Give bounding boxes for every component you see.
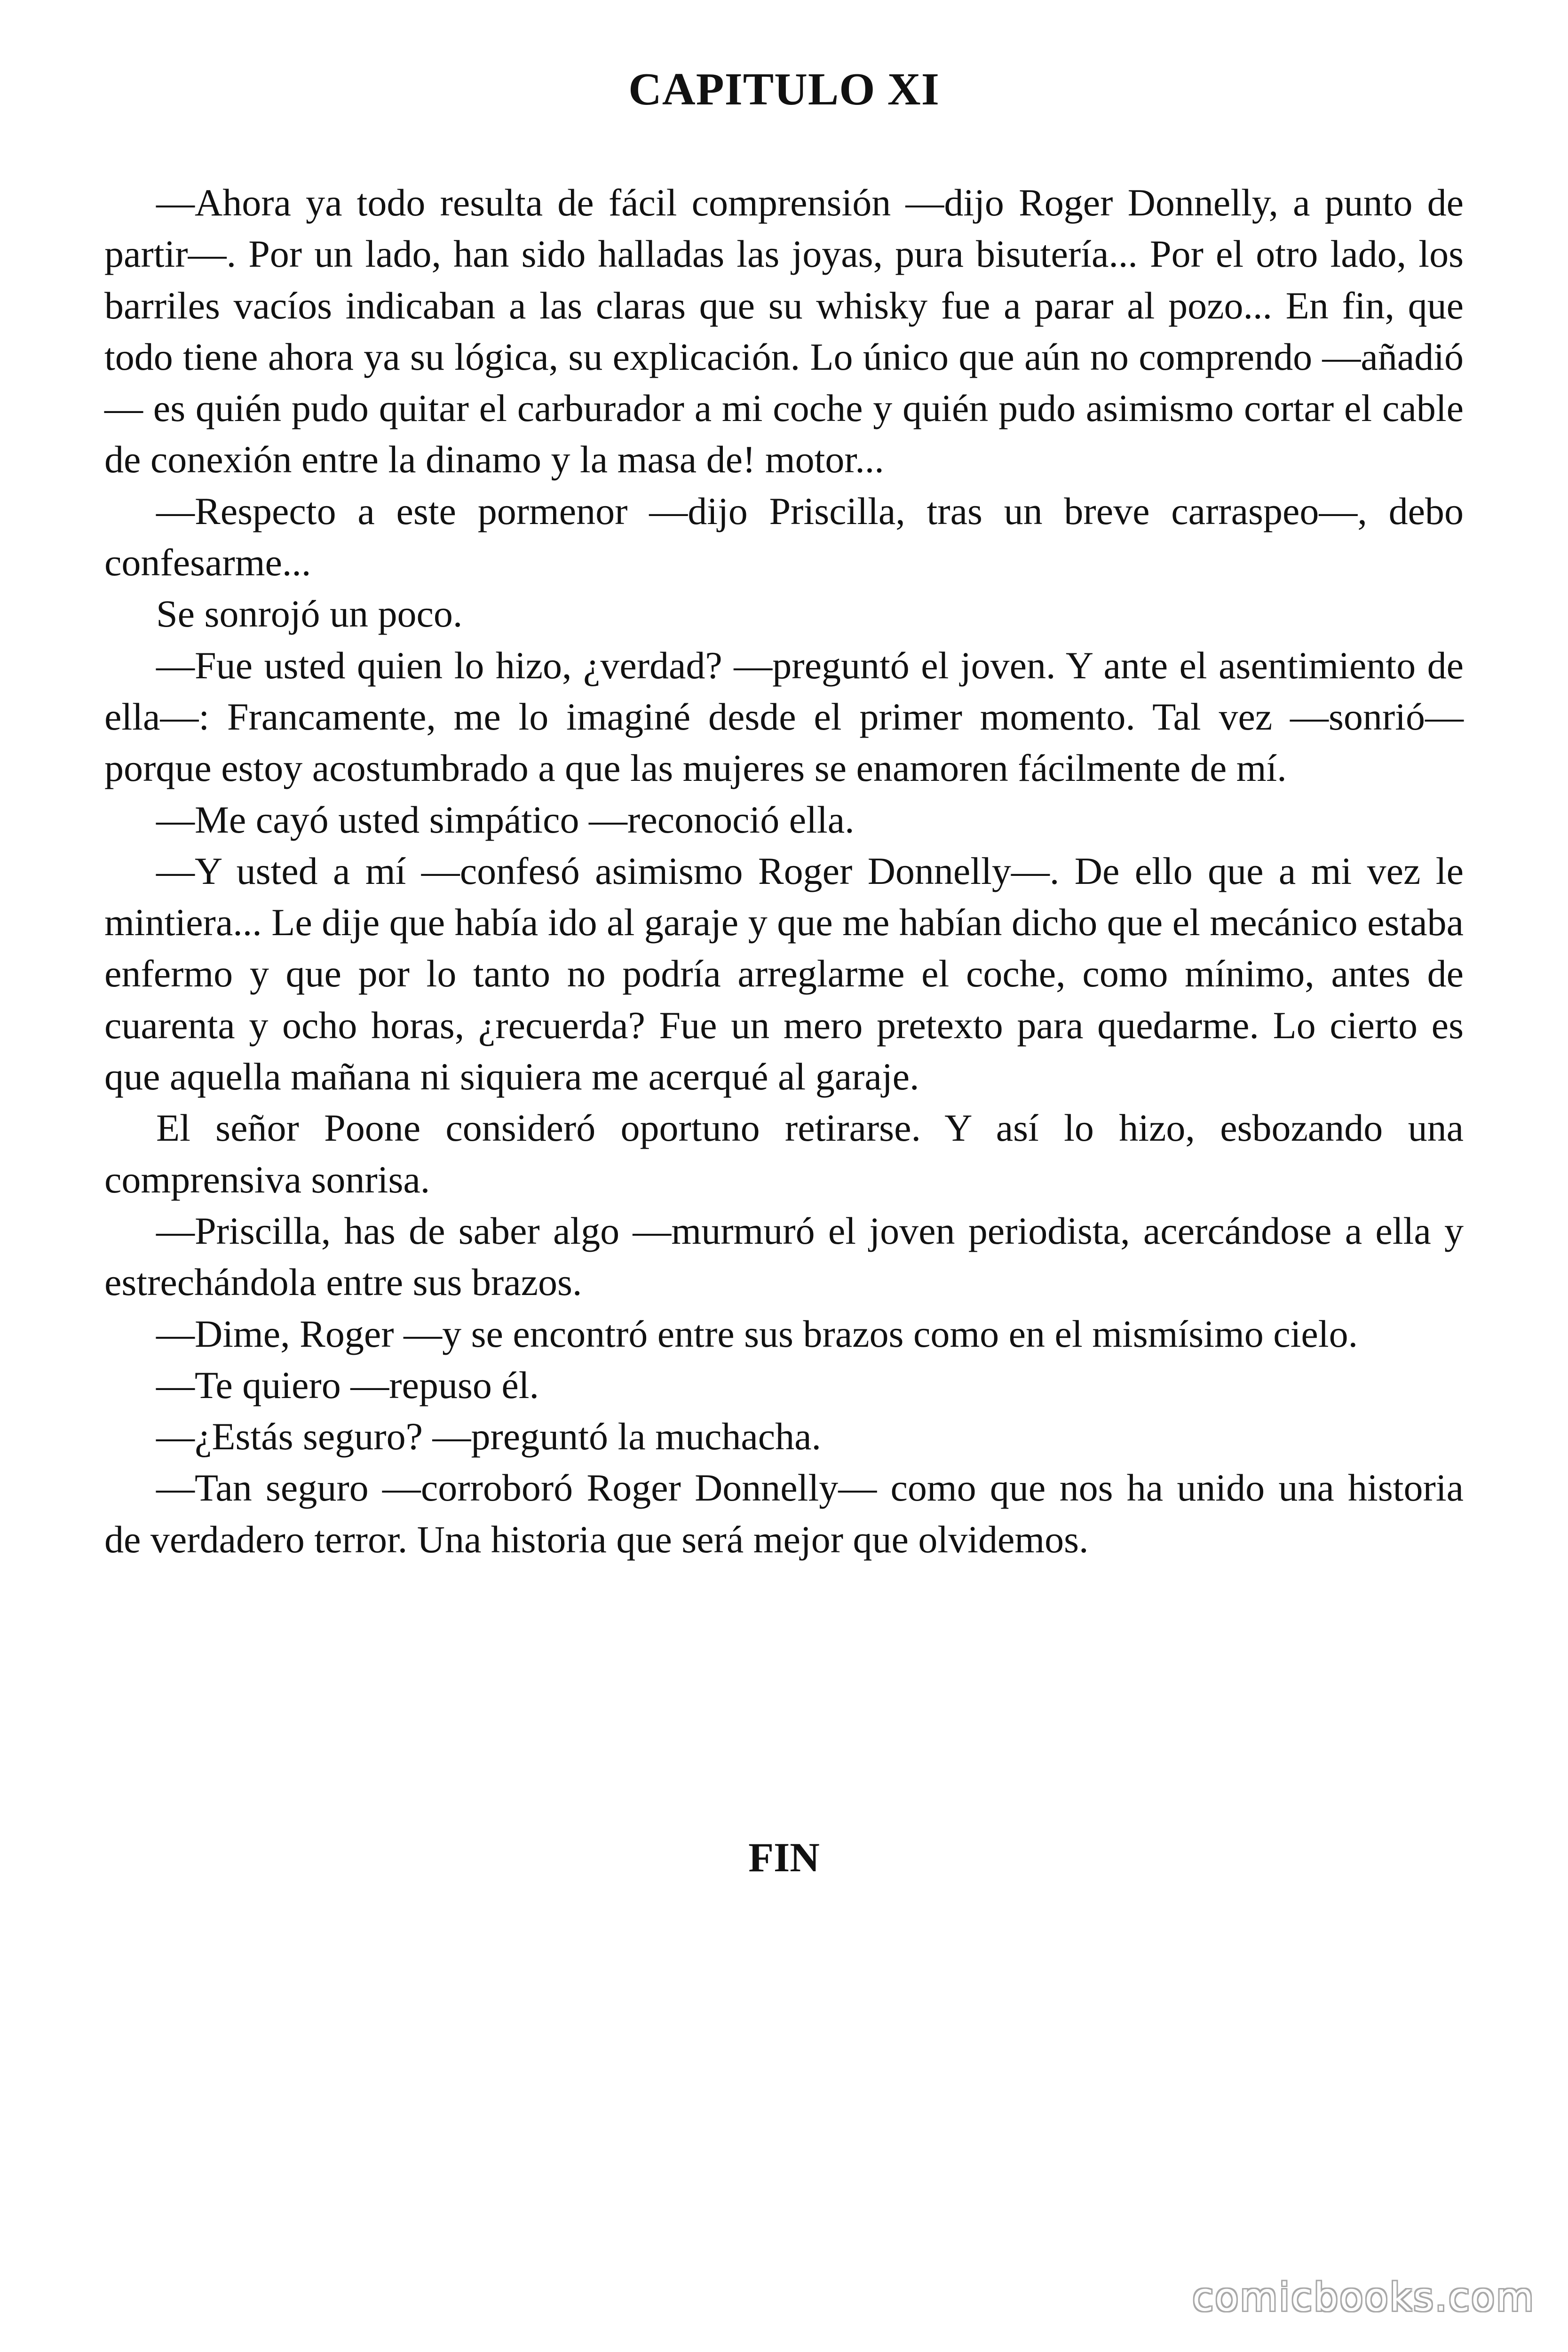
paragraph: —Dime, Roger —y se encontró entre sus brazos como en el mismísimo cielo.: [156, 1312, 1358, 1355]
paragraph: —¿Estás seguro? —preguntó la muchacha.: [156, 1415, 822, 1458]
paragraph: —Me cayó usted simpático —reconoció ella.: [156, 798, 855, 841]
paragraph: —Fue usted quien lo hizo, ¿verdad? —preguntó el joven. Y ante el asentimiento de ella—: Francamente, me lo imaginé desde el primer momento. Tal vez —sonrió— porque estoy acostumbrado a que las mujeres se enamoren fácilmente de mí.: [104, 644, 1464, 790]
end-mark: FIN: [748, 1835, 820, 1881]
site-watermark: comicbooks.com: [1192, 2275, 1535, 2320]
paragraph: El señor Poone consideró oportuno retirarse. Y así lo hizo, esbozando una comprensiva sonrisa.: [104, 1106, 1464, 1201]
paragraph: —Tan seguro —corroboró Roger Donnelly— como que nos ha unido una historia de verdadero terror. Una historia que será mejor que olvidemos.: [104, 1466, 1464, 1561]
paragraph: —Priscilla, has de saber algo —murmuró el joven periodista, acercándose a ella y estrechándola entre sus brazos.: [104, 1209, 1464, 1304]
paragraph: —Te quiero —repuso él.: [156, 1363, 539, 1406]
chapter-body: [104, 177, 1464, 1565]
paragraph: —Respecto a este pormenor —dijo Priscilla, tras un breve carraspeo—, debo confesarme...: [104, 489, 1464, 584]
chapter-title: CAPITULO XI: [628, 64, 940, 115]
paragraph: —Ahora ya todo resulta de fácil comprensión —dijo Roger Donnelly, a punto de partir—. Por un lado, han sido halladas las joyas, pura bisutería... Por el otro lado, los barriles vacíos indicaban a las claras que su whisky fue a parar al pozo... En fin, que todo tiene ahora ya su lógica, su explicación. Lo único que aún no comprendo —añadió— es quién pudo quitar el carburador a mi coche y quién pudo asimismo cortar el cable de conexión entre la dinamo y la masa de! motor...: [104, 181, 1464, 481]
paragraph: —Y usted a mí —confesó asimismo Roger Donnelly—. De ello que a mi vez le mintiera... Le dije que había ido al garaje y que me habían dicho que el mecánico estaba enfermo y que por lo tanto no podría arreglarme el coche, como mínimo, antes de cuarenta y ocho horas, ¿recuerda? Fue un mero pretexto para quedarme. Lo cierto es que aquella mañana ni siquiera me acerqué al garaje.: [104, 849, 1464, 1098]
paragraph: Se sonrojó un poco.: [156, 592, 463, 636]
